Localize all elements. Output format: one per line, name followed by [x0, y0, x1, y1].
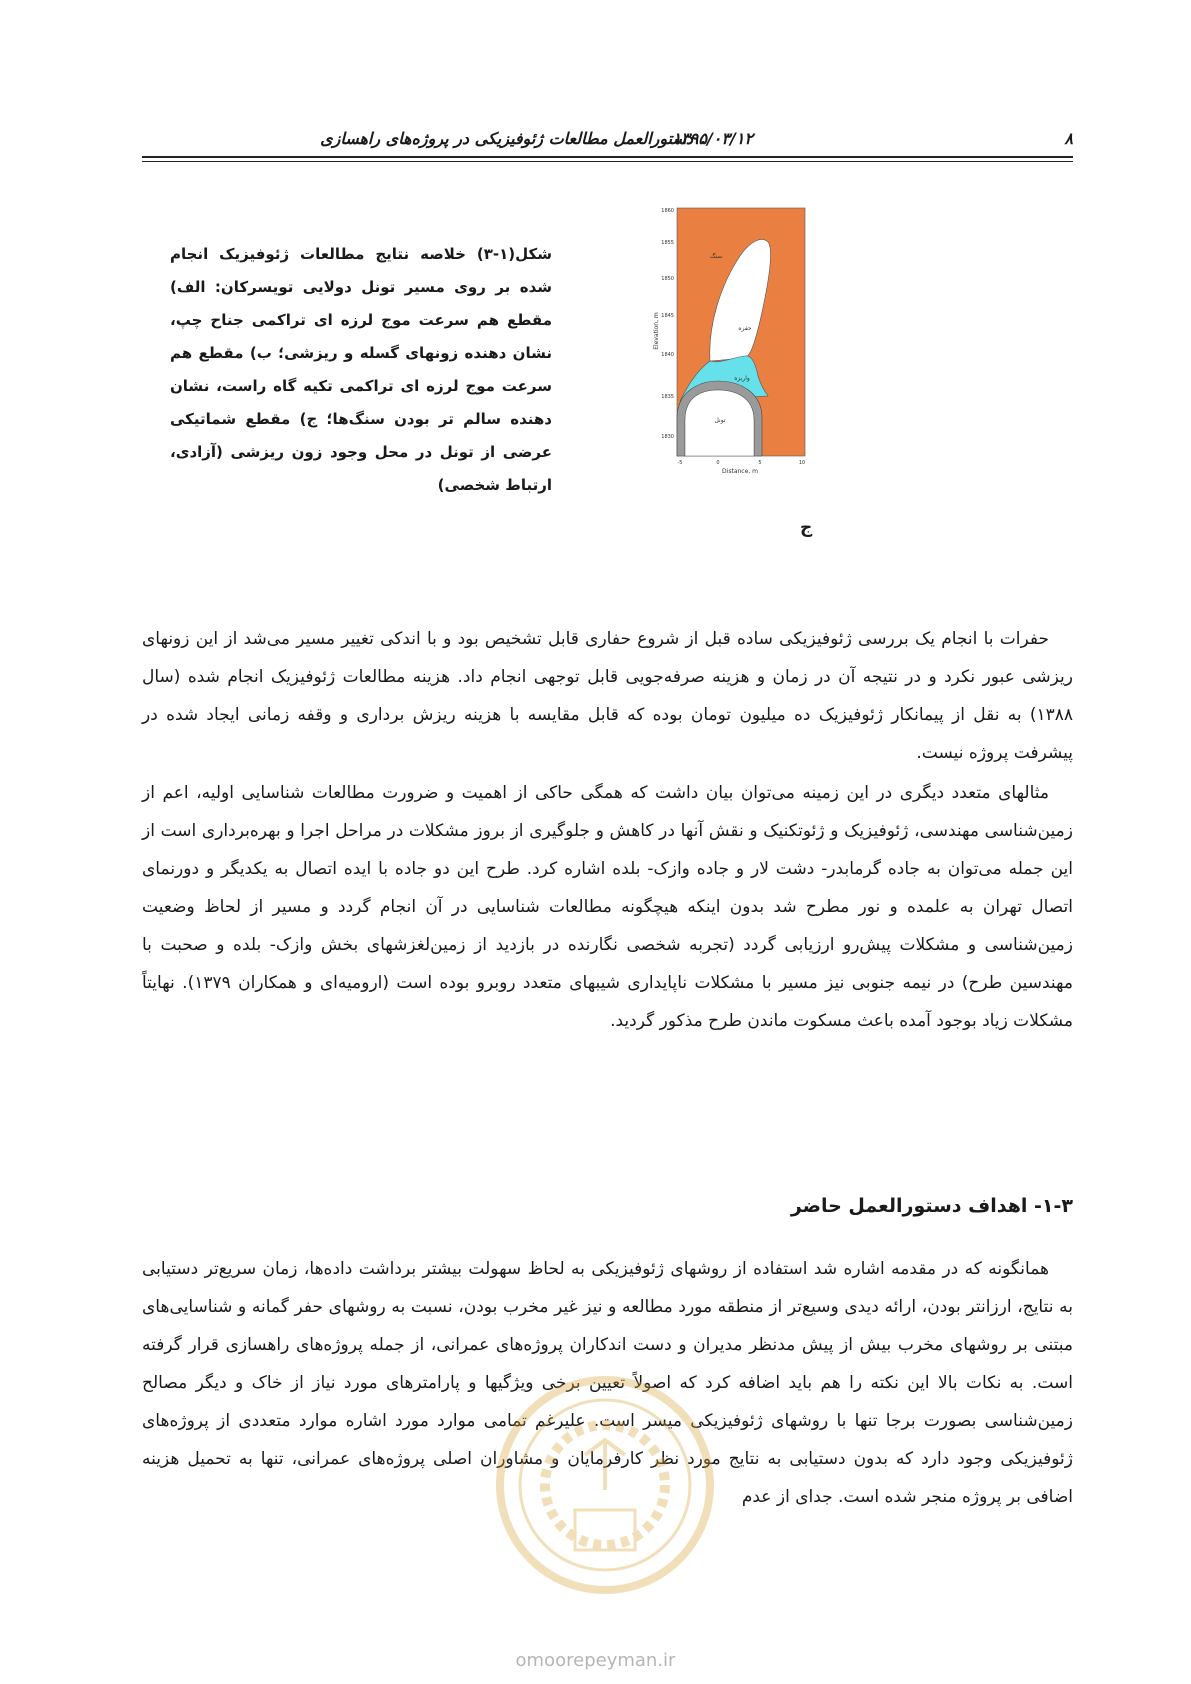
paragraph-2	[142, 774, 1073, 1040]
y-tick: 1855	[661, 240, 674, 246]
section-heading: ۱-۳- اهداف دستورالعمل حاضر	[790, 1195, 1073, 1217]
tunnel-cross-section-figure	[650, 206, 890, 516]
y-tick: 1845	[661, 313, 674, 319]
paragraph-1	[142, 620, 1073, 772]
x-tick: 10	[798, 460, 806, 466]
label-rock: سنگ	[710, 253, 723, 260]
figure-caption: شکل(۱-۳) خلاصه نتایج مطالعات ژئوفیزیک انجام شده بر روی مسیر تونل دولایی تویسرکان: الف) مقطع هم سرعت موج لرزه ای تراکمی جناح چپ، نشان دهنده زونهای گسله و ریزشی؛ ب) مقطع هم سرعت موج لرزه ای تراکمی تکیه گاه راست، نشان دهنده سالم تر بودن سنگ‌ها؛ ج) مقطع شماتیکی عرضی از تونل در محل وجود زون ریزشی (آزادی، ارتباط شخصی)	[170, 245, 552, 494]
running-title: دستورالعمل مطالعات ژئوفیزیکی در پروژه‌های راهسازی	[320, 129, 693, 148]
footer-watermark: omoorepeyman.ir	[515, 1650, 676, 1671]
y-tick: 1860	[661, 208, 674, 214]
x-tick: 0	[716, 460, 720, 466]
paragraph-text: همانگونه که در مقدمه اشاره شد استفاده از روشهای ژئوفیزیکی به لحاظ سهولت بیشتر برداشت داده‌ها، زمان سریع‌تر دستیابی به نتایج، ارزانتر بودن، ارائه دیدی وسیع‌تر از منطقه مورد مطالعه و نیز غیر مخرب بودن، نسبت به روشهای حفر گمانه و شناسایی‌های مبتنی بر روشهای مخرب بیش از پیش مدنظر مدیران و دست اندکاران پروژه‌های عمرانی، از جمله پروژه‌های راهسازی قرار گرفته است. به نکات بالا این نکته را هم باید اضافه کرد که اصولاً تعیین برخی ویژگیها و پارامترهای مورد نیاز از خاک و دیگر مصالح زمین‌شناسی بصورت برجا تنها با روشهای ژئوفیزیکی میسر است. علیرغم تمامی موارد مورد اشاره موارد متعددی از پروژه‌های ژئوفیزیکی وجود دارد که بدون دستیابی به نتایج مورد نظر کارفرمایان و مشاوران اصلی پروژه‌های عمرانی، تنها به تحمیل هزینه اضافی بر پروژه منجر شده است. جدای از عدم	[142, 1259, 1073, 1507]
x-tick: -5	[677, 460, 683, 466]
x-axis-label: Distance, m	[722, 468, 758, 475]
y-tick: 1830	[661, 434, 674, 440]
watermark-seal	[490, 1370, 720, 1600]
document-date: ۱۳۹۵/۰۳/۱۲	[672, 129, 753, 148]
y-tick: 1840	[661, 352, 674, 358]
label-void: حفره	[738, 325, 752, 332]
x-tick: 5	[758, 460, 762, 466]
paragraph-text: مثالهای متعدد دیگری در این زمینه می‌توان بیان داشت که همگی حاکی از اهمیت و ضرورت مطالعات شناسایی اولیه، اعم از زمین‌شناسی مهندسی، ژئوفیزیک و ژئوتکنیک و نقش آنها در کاهش و جلوگیری از بروز مشکلات در مراحل اجرا و بهره‌برداری است از این جمله می‌توان به جاده گرمابدر- دشت لار و جاده وازک- بلده اشاره کرد. طرح این دو جاده با ایده اتصال به یکدیگر و دورنمای اتصال تهران به علمده و نور مطرح شد بدون اینکه هیچگونه مطالعات شناسایی در آن انجام گردد و مسیر از لحاظ وضعیت زمین‌شناسی و مشکلات پیش‌رو ارزیابی گردد (تجربه شخصی نگارنده در بازدید از زمین‌لغزشهای بخش وازک- بلده و صحبت با مهندسین طرح) در نیمه جنوبی نیز مسیر با مشکلات ناپایداری شیبهای متعدد روبرو بوده است (ارومیه‌ای و همکاران ۱۳۷۹). نهایتاً مشکلات زیاد بوجود آمده باعث مسکوت ماندن طرح مذکور گردید.	[142, 783, 1073, 1031]
page-header	[142, 125, 1073, 155]
figure-letter: ج	[800, 518, 813, 538]
page-number: ۸	[1064, 129, 1073, 148]
label-tunnel: تونل	[714, 417, 726, 424]
header-rule-thick	[142, 156, 1073, 158]
label-debris: واریزه	[734, 375, 750, 382]
y-axis-label: Elevation, m	[653, 312, 660, 350]
y-tick: 1835	[661, 394, 674, 400]
paragraph-text: حفرات با انجام یک بررسی ژئوفیزیکی ساده قبل از شروع حفاری قابل تشخیص بود و با اندکی تغییر مسیر می‌شد از این زونهای ریزشی عبور نکرد و در نتیجه آن در زمان و هزینه صرفه‌جویی قابل توجهی انجام داد. هزینه مطالعات ژئوفیزیک انجام شده (سال ۱۳۸۸) به نقل از پیمانکار ژئوفیزیک ده میلیون تومان بوده که قابل مقایسه با هزینه ریزش برداری و وقفه زمانی ایجاد شده در پیشرفت پروژه نیست.	[142, 629, 1073, 763]
y-tick: 1850	[661, 276, 674, 282]
header-rule-thin	[142, 161, 1073, 162]
